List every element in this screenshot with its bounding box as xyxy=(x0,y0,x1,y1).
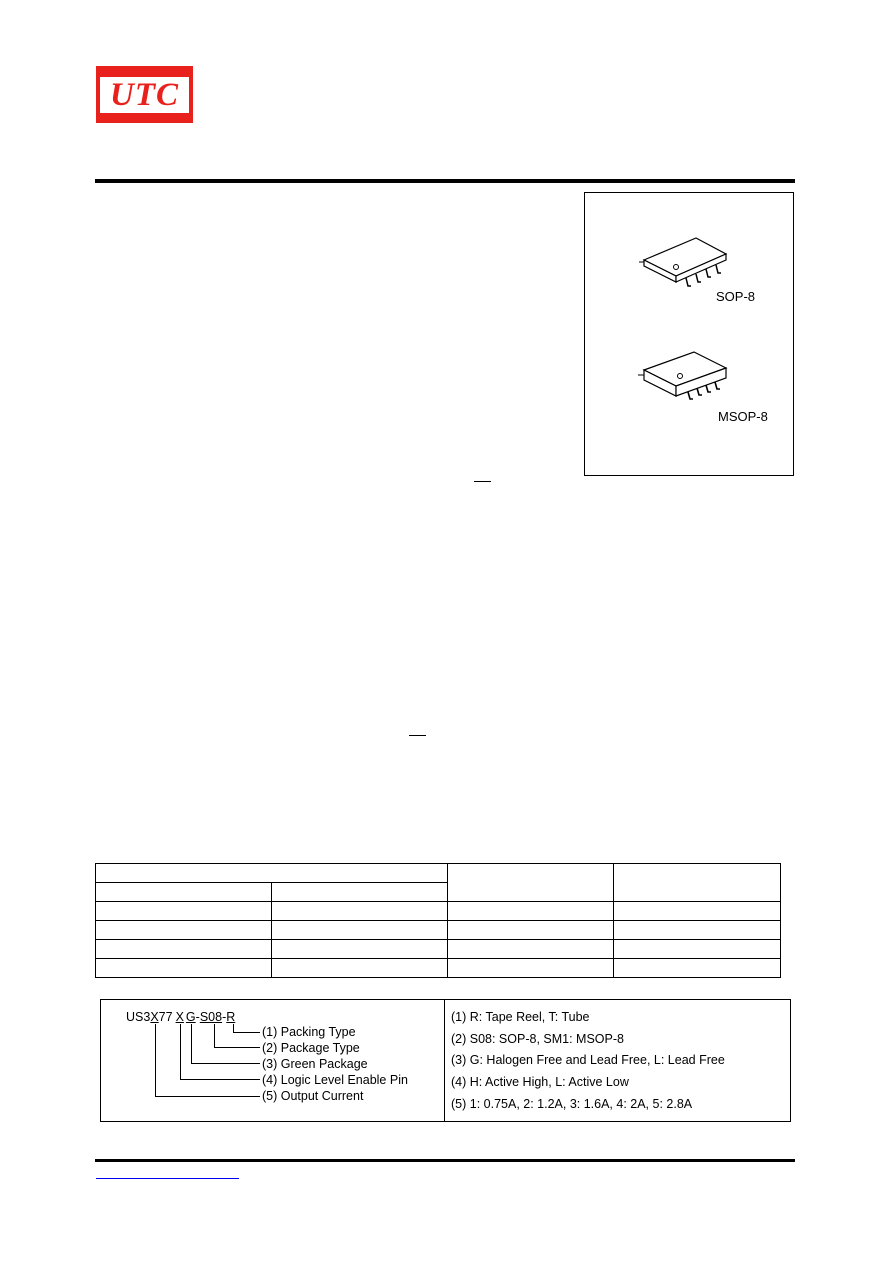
desc-package-type: (2) S08: SOP-8, SM1: MSOP-8 xyxy=(451,1032,624,1046)
overline-mark xyxy=(474,481,491,482)
callout-logic-level: (4) Logic Level Enable Pin xyxy=(262,1073,408,1087)
desc-logic-level: (4) H: Active High, L: Active Low xyxy=(451,1075,629,1089)
table-row xyxy=(96,940,781,959)
callout-packing-type: (1) Packing Type xyxy=(262,1025,356,1039)
table-row xyxy=(96,921,781,940)
ordering-table xyxy=(95,863,781,978)
header-rule xyxy=(95,179,795,183)
table-row xyxy=(96,902,781,921)
overline-mark xyxy=(409,735,426,736)
desc-output-current: (5) 1: 0.75A, 2: 1.2A, 3: 1.6A, 4: 2A, 5: 2.8A xyxy=(451,1097,693,1111)
sop8-package-icon xyxy=(636,232,736,292)
msop8-package-icon xyxy=(636,348,736,408)
logo-inner xyxy=(100,77,189,113)
msop8-label: MSOP-8 xyxy=(718,409,768,424)
table-header-cell xyxy=(448,864,614,902)
table-subheader-cell xyxy=(272,883,448,902)
callout-output-current: (5) Output Current xyxy=(262,1089,364,1103)
table-subheader-cell xyxy=(96,883,272,902)
part-number: US3X77 X G-S08-R xyxy=(126,1010,236,1024)
website-link[interactable] xyxy=(96,1178,239,1179)
desc-green-package: (3) G: Halogen Free and Lead Free, L: Lead Free xyxy=(451,1053,725,1067)
marking-divider xyxy=(444,999,445,1121)
sop8-label: SOP-8 xyxy=(716,289,756,304)
table-header-cell xyxy=(96,864,448,883)
footer-rule xyxy=(95,1159,795,1162)
desc-packing-type: (1) R: Tape Reel, T: Tube xyxy=(451,1010,590,1024)
table-header-cell xyxy=(614,864,781,902)
utc-logo xyxy=(96,66,193,123)
table-row xyxy=(96,959,781,978)
logo-text: UTC xyxy=(110,76,179,113)
callout-package-type: (2) Package Type xyxy=(262,1041,360,1055)
callout-green-package: (3) Green Package xyxy=(262,1057,368,1071)
